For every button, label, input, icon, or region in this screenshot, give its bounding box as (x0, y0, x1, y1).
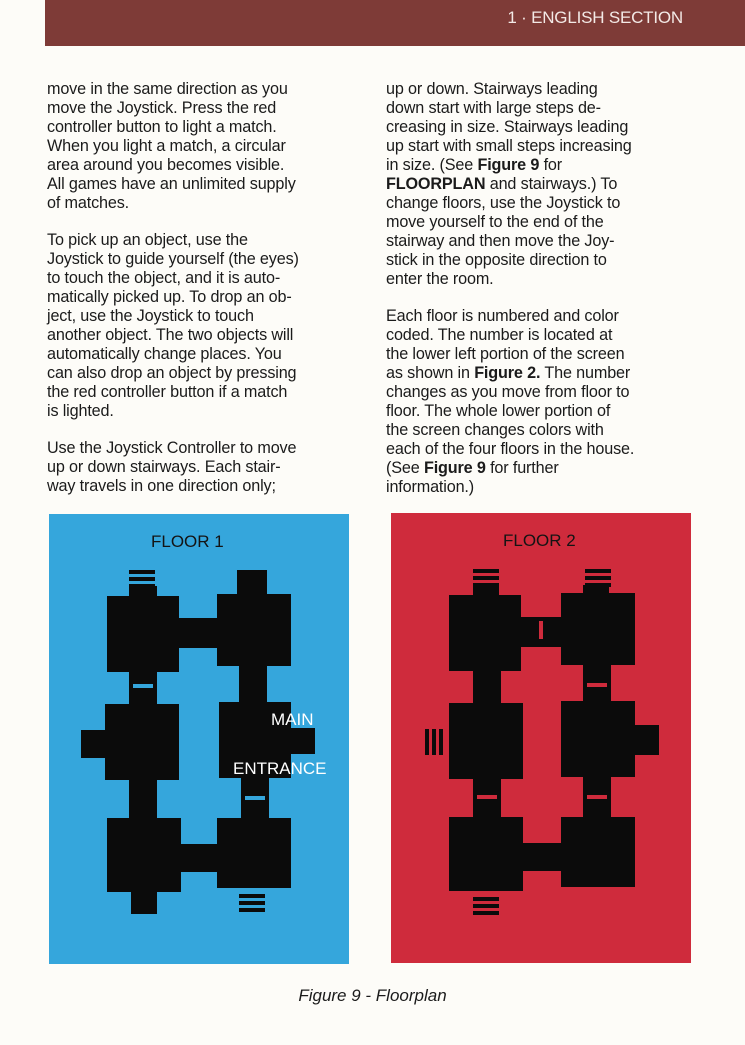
figure-2-ref: Figure 2. (474, 364, 541, 382)
main-entrance-label-line2: ENTRANCE (233, 759, 327, 778)
main-entrance-label-line1: MAIN (271, 710, 314, 729)
floor-2-rooms-graphic (391, 513, 691, 963)
figure-9-ref-2: Figure 9 (423, 459, 486, 477)
floor-1-map (49, 514, 349, 964)
floor-2-label: FLOOR 2 (503, 531, 576, 550)
paragraph-matches: move in the same direction as you move the Joystick. Press the red controller button to light a match. When you light a match, a circular area around you becomes visible. All games have an unlimited supply of matches. (47, 80, 296, 212)
floor-1-rooms-graphic (49, 514, 349, 964)
left-text-column (47, 80, 347, 514)
floorplan-ref: FLOORPLAN (386, 175, 486, 193)
paragraph-stairways-intro: Use the Joystick Controller to move up or down stairways. Each stair- way travels in one direction only; (47, 439, 297, 495)
paragraph-floor-numbers: Each floor is numbered and color coded. The number is located at the lower left portion of the screen as shown in Figure 2. The number changes as you move from floor to floor. The whole lower portion of the screen changes colors with each of the four floors in the house. (See Figure 9 for further information.) (386, 307, 635, 496)
paragraph-stairways: up or down. Stairways leading down start with large steps de- creasing in size. Stairways leading up start with small steps increasing in size. (See Figure 9 for FLOORPLAN and stairways.) To change floors, use the Joystick to move yourself to the end of the stairway and then move the Joy- stick in the opposite direction to enter the room. (386, 80, 632, 288)
floor-2-map (391, 513, 691, 963)
section-header-bar (45, 0, 745, 46)
paragraph-pick-up-objects: To pick up an object, use the Joystick to guide yourself (the eyes) to touch the object, and it is auto- matically picked up. To drop an ob- ject, use the Joystick to touch another object. The two objects will automatically change places. You can also drop an object by pressing the red controller button if a match is lighted. (47, 231, 299, 420)
figure-9-ref: Figure 9 (477, 156, 540, 174)
floor-1-label: FLOOR 1 (151, 532, 224, 551)
figure-caption: Figure 9 - Floorplan (298, 986, 447, 1005)
right-text-column (386, 80, 686, 515)
section-title: 1 · ENGLISH SECTION (507, 8, 683, 27)
